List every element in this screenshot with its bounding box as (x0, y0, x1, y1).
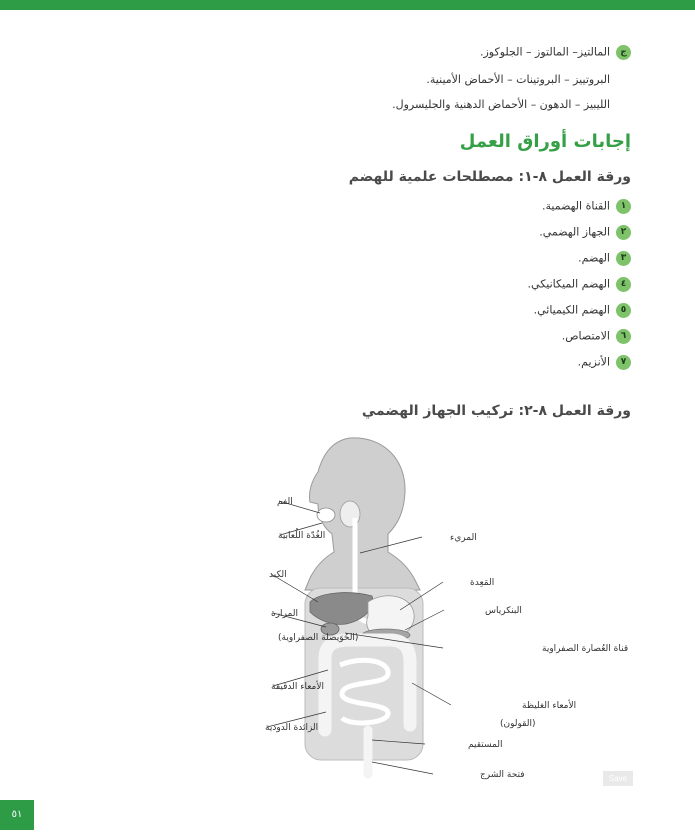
page-number: ٥١ (0, 800, 34, 830)
answer-line-3: الليبيز – الدهون – الأحماض الدهنية والجليسرول. (392, 98, 610, 111)
label-appendix: الزائدة الدودية (265, 723, 319, 733)
label-rectum: المستقيم (468, 740, 503, 750)
section-title: إجابات أوراق العمل (459, 131, 631, 152)
answer-badge: ج (616, 45, 631, 60)
label-mouth: الفم (277, 497, 293, 507)
item-text: الهضم الميكانيكي. (527, 277, 610, 291)
label-esophagus: المريء (450, 533, 477, 543)
label-small-intestine: الأمعاء الدقيقة (271, 682, 324, 692)
top-green-bar (0, 0, 695, 10)
item-number-badge: ٤ (616, 277, 631, 292)
answer-line-1-text: المالتيز– المالتوز – الجلوكوز. (479, 45, 610, 59)
item-text: الامتصاص. (561, 329, 610, 343)
label-colon: (القولون) (500, 719, 536, 729)
item-text: القناة الهضمية. (542, 199, 610, 213)
list-item (542, 199, 631, 214)
list-item (578, 251, 631, 266)
label-gallbladder: المرارة (271, 609, 298, 619)
save-button[interactable]: Save (603, 771, 633, 786)
label-gallbladder-alt: (الحُوَيصلة الصفراوية) (278, 633, 359, 643)
list-item (528, 277, 631, 292)
worksheet1-title: ورقة العمل ٨-١: مصطلحات علمية للهضم (348, 169, 631, 185)
item-text: الأنزيم. (577, 355, 610, 369)
label-anus: فتحة الشرج (480, 770, 525, 780)
label-liver: الكبد (269, 570, 287, 580)
worksheet2-title: ورقة العمل ٨-٢: تركيب الجهاز الهضمي (361, 403, 631, 419)
item-number-badge: ٣ (616, 251, 631, 266)
list-item (578, 355, 631, 370)
item-text: الهضم الكيميائي. (533, 303, 610, 317)
item-number-badge: ١ (616, 199, 631, 214)
item-text: الجهاز الهضمي. (539, 225, 610, 239)
label-stomach: المَعِدة (470, 578, 495, 588)
list-item (534, 303, 631, 318)
answer-line-1 (480, 45, 631, 60)
label-pancreas: البنكرياس (485, 606, 522, 616)
item-number-badge: ٥ (616, 303, 631, 318)
item-number-badge: ٢ (616, 225, 631, 240)
label-bile-duct: قناة العُصارة الصفراوية (542, 644, 629, 654)
label-large-intestine: الأمعاء الغليظة (522, 701, 577, 711)
label-salivary-gland: الغُدّة اللُعابية (278, 531, 326, 541)
list-item (539, 225, 631, 240)
item-number-badge: ٧ (616, 355, 631, 370)
list-item (562, 329, 631, 344)
item-text: الهضم. (578, 251, 610, 265)
item-number-badge: ٦ (616, 329, 631, 344)
answer-line-2: البروتييز – البروتينات – الأحماض الأمينية. (426, 73, 610, 86)
